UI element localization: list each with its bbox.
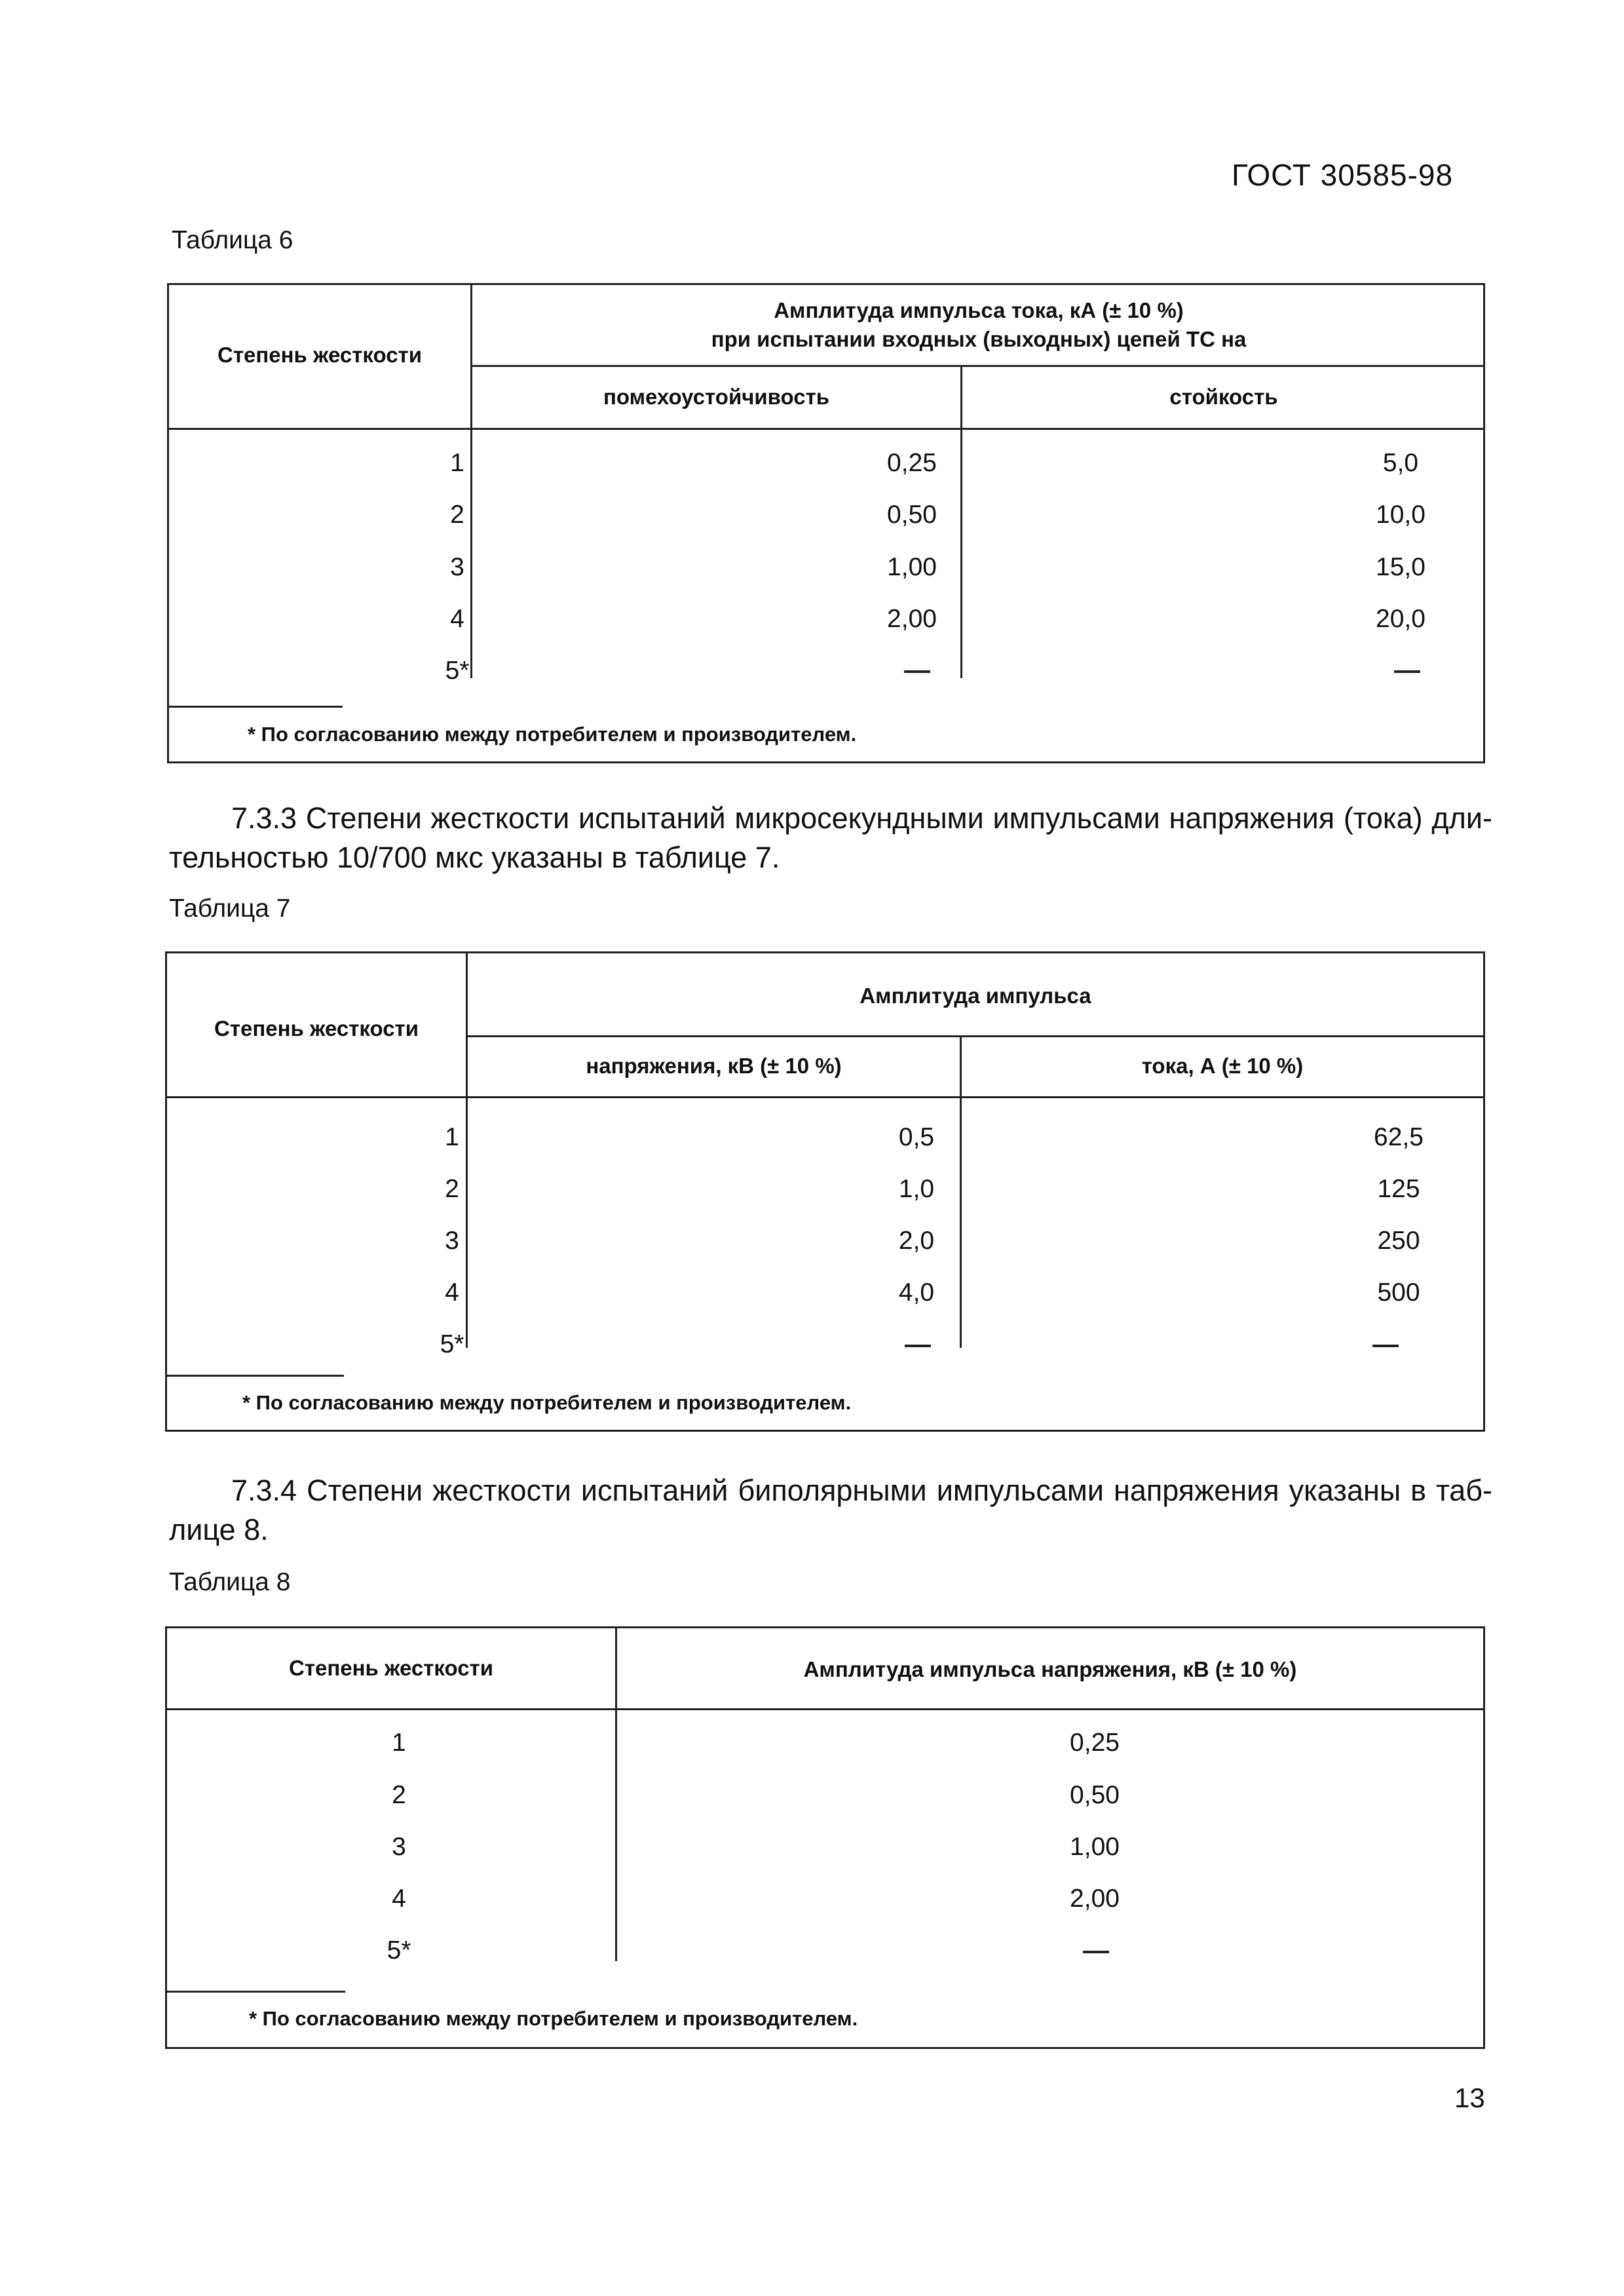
dash-mark bbox=[905, 1345, 931, 1347]
table-row-level: 3 bbox=[392, 1833, 406, 1861]
table-cell: 250 bbox=[1377, 1227, 1420, 1255]
table-cell: 1,0 bbox=[898, 1175, 935, 1203]
dash-mark bbox=[904, 670, 930, 673]
table-cell: 125 bbox=[1377, 1175, 1420, 1203]
table-row-level: 1 bbox=[450, 449, 464, 477]
table6-col1-header: Степень жесткости bbox=[217, 343, 423, 367]
table-row-level: 1 bbox=[392, 1729, 406, 1757]
table-cell: 20,0 bbox=[1376, 605, 1426, 633]
paragraph-7-3-4: 7.3.4 Степени жесткости испытаний биполярными импульсами напряжения указаны в таб- лице 8. bbox=[169, 1474, 1492, 1546]
table-row-level: 5* bbox=[387, 1936, 411, 1964]
table-row-level: 2 bbox=[450, 501, 464, 529]
table6-group-header-1: Амплитуда импульса тока, кА (± 10 %) bbox=[774, 298, 1184, 322]
dash-mark bbox=[1372, 1345, 1399, 1347]
table6 bbox=[167, 283, 1485, 763]
table8-col2-header: Амплитуда импульса напряжения, кВ (± 10 %) bbox=[803, 1657, 1297, 1681]
dash-mark bbox=[1394, 670, 1420, 673]
table-cell: 500 bbox=[1377, 1278, 1420, 1307]
table-cell: 0,5 bbox=[898, 1123, 935, 1151]
table-row-level: 5* bbox=[445, 657, 470, 685]
table-cell: 2,00 bbox=[887, 605, 937, 633]
table7-caption: Таблица 7 bbox=[169, 894, 291, 923]
table7-footnote: * По согласованию между потребителем и производителем. bbox=[242, 1391, 852, 1414]
table-row-level: 3 bbox=[445, 1227, 459, 1255]
table6-group-header-2: при испытании входных (выходных) цепей ТС на bbox=[711, 327, 1247, 351]
table-cell: 2,00 bbox=[1070, 1885, 1120, 1913]
table7 bbox=[165, 951, 1485, 1432]
table-cell: 62,5 bbox=[1374, 1123, 1424, 1151]
table-row-level: 5* bbox=[440, 1330, 464, 1358]
table-cell: 2,0 bbox=[898, 1227, 935, 1255]
table-cell: 1,00 bbox=[1070, 1833, 1120, 1861]
table-row-level: 1 bbox=[445, 1123, 459, 1151]
table-row-level: 4 bbox=[450, 605, 464, 633]
table-cell: 5,0 bbox=[1382, 449, 1419, 477]
table7-sub1: напряжения, кВ (± 10 %) bbox=[586, 1054, 842, 1078]
table7-col1-header: Степень жесткости bbox=[214, 1016, 419, 1041]
table6-sub1: помехоустойчивость bbox=[603, 385, 830, 409]
table-row-level: 4 bbox=[392, 1885, 406, 1913]
table-cell: 15,0 bbox=[1376, 553, 1426, 581]
table8 bbox=[165, 1626, 1485, 2049]
table6-caption: Таблица 6 bbox=[172, 226, 293, 254]
table-row-level: 2 bbox=[445, 1175, 459, 1203]
table-row-level: 3 bbox=[450, 553, 464, 581]
table8-caption: Таблица 8 bbox=[169, 1568, 291, 1596]
table-row-level: 2 bbox=[392, 1781, 406, 1809]
table7-group-header: Амплитуда импульса bbox=[859, 984, 1091, 1008]
table-cell: 0,25 bbox=[887, 449, 937, 477]
table-row-level: 4 bbox=[445, 1278, 459, 1307]
paragraph-7-3-3: 7.3.3 Степени жесткости испытаний микросекундными импульсами напряжения (тока) дли- тельностью 10/700 мкс указаны в таблице 7. bbox=[169, 801, 1492, 874]
page-number: 13 bbox=[1454, 2082, 1485, 2113]
table-cell: 0,50 bbox=[1070, 1781, 1120, 1809]
dash-mark bbox=[1083, 1951, 1109, 1953]
table-cell: 0,25 bbox=[1070, 1729, 1120, 1757]
table8-col1-header: Степень жесткости bbox=[288, 1656, 494, 1680]
document-id: ГОСТ 30585-98 bbox=[1232, 158, 1454, 192]
table6-sub2: стойкость bbox=[1169, 385, 1278, 409]
table-cell: 10,0 bbox=[1376, 501, 1426, 529]
table-cell: 4,0 bbox=[898, 1278, 935, 1307]
table7-sub2: тока, А (± 10 %) bbox=[1141, 1054, 1304, 1078]
table6-footnote: * По согласованию между потребителем и производителем. bbox=[248, 723, 857, 746]
table-cell: 1,00 bbox=[887, 553, 937, 581]
table-cell: 0,50 bbox=[887, 501, 937, 529]
table8-footnote: * По согласованию между потребителем и производителем. bbox=[249, 2007, 858, 2030]
